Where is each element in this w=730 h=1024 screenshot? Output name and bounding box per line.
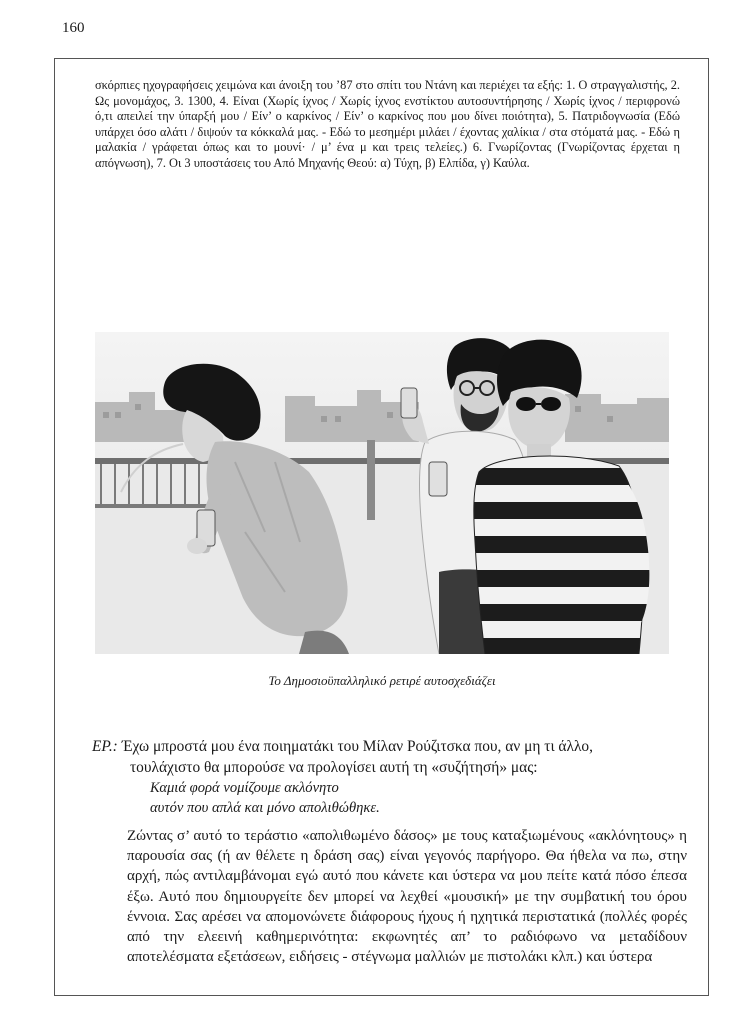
page-number: 160 xyxy=(62,20,85,36)
body-paragraph: Ζώντας σ’ αυτό το τεράστιο «απολιθωμένο δάσος» με τους καταξιωμένους «ακλόνητους» η παρουσία σας (ή αν θέλετε η δράση σας) είναι γεγονός παρήγορο. Θα ήθελα να πω, στην αρχή, πώς αντιλαμβάνομαι εγώ αυτό που κάνετε και ύστερα να μου πείτε κατά πόσο έπεσα έξω. Αυτό που δημιουργείτε δεν μπορεί να λεχθεί «μουσική» με την συμβατική του όρου έννοια. Σας αρέσει να απομονώνετε διάφορους ήχους ή ηχητικά περιστατικά (πολλές φορές από την ελεεινή καθημερινότητα: εκφωνητές απ’ το ραδιόφωνο να μεταδίδουν αποτελέσματα εξετάσεων, ειδήσεις - στέγνωμα μαλλιών με πιστολάκι κλπ.) και ύστερα xyxy=(127,828,687,966)
intro-paragraph: σκόρπιες ηχογραφήσεις χειμώνα και άνοιξη του ’87 στο σπίτι του Ντάνη και περιέχει τα εξής: 1. Ο στραγγαλιστής, 2. Ως μονομάχος, 3. 1300, 4. Είναι (Χωρίς ίχνος / Χωρίς ίχνος ενστίκτου αυτοσυντήρησης / Χωρίς ίχνος / περιφρονώ ό,τι απειλεί την ύπαρξή μου / Είν’ ο καρκίνος / Είν’ ο καρκίνος που μου δίνει ποιότητα), 5. Πατριδογνωσία (Εδώ υπάρχει όσο αλάτι / διψούν τα κόκκαλά μας. - Εδώ το μεσημέρι μιλάει / έχοντας χαλίκια / στα στόματά μας. - Εδώ η μαλακία / γράφεται όπως και το μουνί· / μ’ ένα μ και τρεις τελείες.) 6. Γνωρίζοντας (Γνωρίζοντας έρχεται η απόγνωση), 7. Οι 3 υποστάσεις του Από Μηχανής Θεού: α) Τύχη, β) Ελπίδα, γ) Καύλα. xyxy=(95,78,680,170)
photo-caption: Το Δημοσιοϋπαλληλικό ρετιρέ αυτοσχεδιάζει xyxy=(268,673,496,688)
speaker-label: ΕΡ.: xyxy=(92,738,118,755)
poem-line-1: Καμιά φορά νομίζουμε ακλόνητο xyxy=(150,780,339,796)
question-line-1: Έχω μπροστά μου ένα ποιηματάκι του Μίλαν Ρούζιτσκα που, αν μη τι άλλο, xyxy=(121,738,593,755)
poem-line-2: αυτόν που απλά και μόνο απολιθώθηκε. xyxy=(150,800,380,816)
question-line-2: τουλάχιστο θα μπορούσε να προλογίσει αυτή τη «συζήτησή» μας: xyxy=(130,759,538,776)
poem-quote xyxy=(150,778,650,818)
interview-question xyxy=(92,736,688,778)
band-photo xyxy=(95,332,669,654)
